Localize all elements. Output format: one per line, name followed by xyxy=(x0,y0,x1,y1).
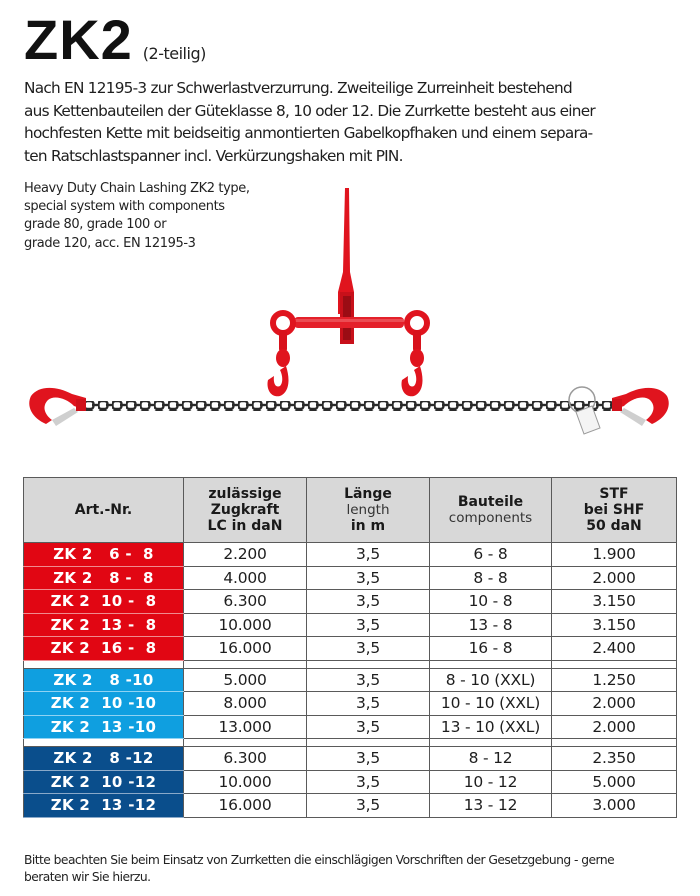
table-row xyxy=(24,668,677,692)
english-line: grade 120, acc. EN 12195-3 xyxy=(24,235,196,251)
table-row xyxy=(24,543,677,567)
header-art-nr: Art.-Nr. xyxy=(24,478,184,543)
art-nr-cell: ZK 2 13 -10 xyxy=(24,715,184,739)
product-code: ZK2 xyxy=(24,8,133,71)
english-line: special system with components xyxy=(24,199,225,215)
footer-note xyxy=(24,852,684,886)
table-row xyxy=(24,566,677,590)
table-row xyxy=(24,794,677,818)
header-stf: STF bei SHF 50 daN xyxy=(552,478,677,543)
length-cell: 3,5 xyxy=(307,543,430,567)
description-line: ten Ratschlastspanner incl. Verkürzungshaken mit PIN. xyxy=(24,146,403,165)
length-cell: 3,5 xyxy=(307,668,430,692)
chain-lashing-product-image xyxy=(0,180,700,450)
components-cell: 8 - 12 xyxy=(430,747,552,771)
lc-cell: 5.000 xyxy=(184,668,307,692)
description-line: Nach EN 12195-3 zur Schwerlastverzurrung. Zweiteilige Zurreinheit bestehend xyxy=(24,79,572,97)
length-cell: 3,5 xyxy=(307,637,430,661)
lc-cell: 16.000 xyxy=(184,794,307,818)
table-row xyxy=(24,590,677,614)
lc-cell: 16.000 xyxy=(184,637,307,661)
length-cell: 3,5 xyxy=(307,794,430,818)
components-cell: 10 - 8 xyxy=(430,590,552,614)
art-nr-cell: ZK 2 8 -10 xyxy=(24,668,184,692)
length-cell: 3,5 xyxy=(307,692,430,716)
art-nr-cell: ZK 2 8 -12 xyxy=(24,747,184,771)
header-components: Bauteile components xyxy=(430,478,552,543)
header-length: Länge length in m xyxy=(307,478,430,543)
table-row xyxy=(24,637,677,661)
components-cell: 6 - 8 xyxy=(430,543,552,567)
art-nr-cell: ZK 2 10 - 8 xyxy=(24,590,184,614)
length-cell: 3,5 xyxy=(307,613,430,637)
stf-cell: 2.000 xyxy=(552,566,677,590)
table-row xyxy=(24,715,677,739)
english-line: grade 80, grade 100 or xyxy=(24,217,167,233)
stf-cell: 2.350 xyxy=(552,747,677,771)
left-clevis-hook-icon xyxy=(29,388,86,426)
description-line: aus Kettenbauteilen der Güteklasse 8, 10 oder 12. Die Zurrkette besteht aus einer xyxy=(24,101,595,120)
page-title xyxy=(24,10,206,70)
english-line: Heavy Duty Chain Lashing ZK2 type, xyxy=(24,181,250,196)
stf-cell: 3.000 xyxy=(552,794,677,818)
lc-cell: 10.000 xyxy=(184,770,307,794)
product-subtitle: (2-teilig) xyxy=(142,44,206,63)
components-cell: 8 - 10 (XXL) xyxy=(430,668,552,692)
lc-cell: 6.300 xyxy=(184,590,307,614)
art-nr-cell: ZK 2 13 -12 xyxy=(24,794,184,818)
specification-table xyxy=(23,477,677,818)
components-cell: 13 - 10 (XXL) xyxy=(430,715,552,739)
length-cell: 3,5 xyxy=(307,770,430,794)
table-row xyxy=(24,613,677,637)
german-description xyxy=(24,77,684,167)
components-cell: 13 - 12 xyxy=(430,794,552,818)
lc-cell: 8.000 xyxy=(184,692,307,716)
lc-cell: 2.200 xyxy=(184,543,307,567)
stf-cell: 2.000 xyxy=(552,715,677,739)
length-cell: 3,5 xyxy=(307,747,430,771)
footer-line: Bitte beachten Sie beim Einsatz von Zurrketten die einschlägigen Vorschriften der Gesetzgebung - gerne xyxy=(24,853,615,867)
components-cell: 16 - 8 xyxy=(430,637,552,661)
stf-cell: 3.150 xyxy=(552,613,677,637)
lc-cell: 4.000 xyxy=(184,566,307,590)
table-row xyxy=(24,692,677,716)
length-cell: 3,5 xyxy=(307,566,430,590)
table-row xyxy=(24,747,677,771)
table-header-row xyxy=(24,478,677,543)
right-clevis-hook-icon xyxy=(612,388,669,426)
length-cell: 3,5 xyxy=(307,590,430,614)
components-cell: 8 - 8 xyxy=(430,566,552,590)
stf-cell: 2.000 xyxy=(552,692,677,716)
ratchet-binder-icon xyxy=(268,188,428,396)
art-nr-cell: ZK 2 10 -10 xyxy=(24,692,184,716)
lc-cell: 13.000 xyxy=(184,715,307,739)
length-cell: 3,5 xyxy=(307,715,430,739)
group-spacer xyxy=(24,660,677,668)
art-nr-cell: ZK 2 13 - 8 xyxy=(24,613,184,637)
art-nr-cell: ZK 2 8 - 8 xyxy=(24,566,184,590)
lc-cell: 10.000 xyxy=(184,613,307,637)
table-row xyxy=(24,770,677,794)
art-nr-cell: ZK 2 6 - 8 xyxy=(24,543,184,567)
art-nr-cell: ZK 2 16 - 8 xyxy=(24,637,184,661)
stf-cell: 3.150 xyxy=(552,590,677,614)
stf-cell: 1.250 xyxy=(552,668,677,692)
header-load-capacity: zulässige Zugkraft LC in daN xyxy=(184,478,307,543)
components-cell: 13 - 8 xyxy=(430,613,552,637)
group-spacer xyxy=(24,739,677,747)
chain-icon xyxy=(82,401,612,411)
components-cell: 10 - 12 xyxy=(430,770,552,794)
footer-line: beraten wir Sie hierzu. xyxy=(24,870,151,884)
art-nr-cell: ZK 2 10 -12 xyxy=(24,770,184,794)
components-cell: 10 - 10 (XXL) xyxy=(430,692,552,716)
description-line: hochfesten Kette mit beidseitig anmontierten Gabelkopfhaken und einem separa- xyxy=(24,124,593,142)
stf-cell: 1.900 xyxy=(552,543,677,567)
stf-cell: 5.000 xyxy=(552,770,677,794)
lc-cell: 6.300 xyxy=(184,747,307,771)
stf-cell: 2.400 xyxy=(552,637,677,661)
